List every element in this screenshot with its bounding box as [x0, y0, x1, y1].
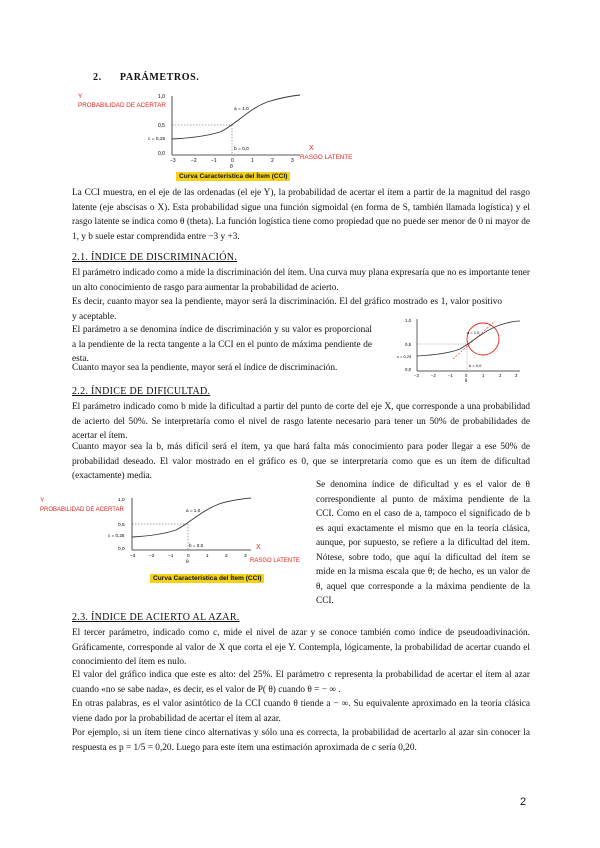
- x-axis-letter: X: [256, 544, 261, 551]
- subsection-title-discriminacion: 2.1. ÍNDICE DE DISCRIMINACIÓN.: [72, 252, 238, 263]
- y-axis-label: PROBABILIDAD DE ACERTAR: [78, 102, 166, 109]
- s21-paragraph-4: Cuanto mayor sea la pendiente, mayor será el índice de discriminación.: [72, 363, 338, 373]
- s21-paragraph-3: El parámetro a se denomina índice de discriminación y su valor es proporcional a la pendiente de la recta tangente a la CCI en el punto de máxima pendiente de esta.: [72, 325, 372, 365]
- b-label: b = 0,0: [234, 147, 249, 152]
- chart-caption-top: Curva Característica del Ítem (CCI): [176, 172, 290, 181]
- theta-tick: θ: [465, 378, 468, 383]
- cci-curve: [172, 95, 300, 139]
- x-tick: −3: [414, 373, 419, 378]
- theta-tick: θ: [186, 560, 189, 565]
- y-tick-mid: 0,5: [158, 123, 165, 129]
- x-axis-letter: X: [309, 145, 314, 152]
- c-label: c = 0,25: [148, 137, 166, 142]
- highlight-circle: [467, 323, 499, 355]
- section-title: PARÁMETROS.: [119, 72, 200, 83]
- x-tick: 0: [231, 158, 234, 164]
- section-number: 2.: [93, 72, 102, 83]
- x-tick: −2: [149, 554, 155, 559]
- y-tick-bottom: 0,0: [405, 367, 412, 372]
- x-tick: 1: [206, 554, 209, 559]
- a-label: a = 1,0: [467, 330, 480, 335]
- y-tick-bottom: 0,0: [118, 547, 125, 552]
- x-tick: −2: [431, 373, 436, 378]
- x-tick: −1: [211, 158, 217, 164]
- s23-paragraph-4: Por ejemplo, si un ítem tiene cinco alternativas y sólo una es correcta, la probabilidad de acertarlo al azar sin conocer la respuesta es p = 1/5 = 0,20. Luego para este ítem una estimación aproximada de c sería 0,20.: [72, 728, 530, 753]
- y-tick-top: 1,0: [405, 318, 412, 323]
- x-tick: −1: [168, 554, 174, 559]
- x-tick: 2: [225, 554, 228, 559]
- x-tick: −3: [170, 158, 176, 164]
- x-tick: 0: [465, 373, 468, 378]
- y-axis-letter: Y: [78, 93, 83, 100]
- x-tick: 3: [291, 158, 294, 164]
- subsection-title-azar: 2.3. ÍNDICE DE ACIERTO AL AZAR.: [72, 612, 240, 623]
- x-tick: 3: [515, 373, 518, 378]
- a-label: a = 1,0: [234, 107, 249, 112]
- s23-paragraph-1: El tercer parámetro, indicado como c, mide el nivel de azar y se conoce también como índice de pseudoadivinación. Gráficamente, corresponde al valor de X que corta el eje Y. Contempla, lógicamente, la probabilidad de acertar cuando el conocimiento del ítem es nulo.: [72, 628, 530, 668]
- s22-paragraph-2: Cuanto mayor sea la b, más difícil será el ítem, ya que hará falta más conocimiento para poder llegar a ese 50% de probabilidad deseado. El valor mostrado en el gráfico es 0, que se interpretaría como que es un ítem de dificultad (exactamente) media.: [72, 442, 530, 482]
- cci-chart-dificultad: [36, 492, 316, 576]
- tangent-line: [453, 321, 495, 359]
- intro-paragraph: La CCI muestra, en el eje de las ordenadas (el eje Y), la probabilidad de acertar el ítem a partir de la magnitud del rasgo latente (eje abscisas o X). Esta probabilidad sigue una función sigmoidal (en forma de S, también llamada logística) y el rasgo latente se indica como θ (theta). La función logística tiene como propiedad que no puede ser menor de 0 ni mayor de 1, y b suele estar comprendida entre −3 y +3.: [72, 188, 530, 242]
- b-label: b = 0,0: [189, 543, 204, 548]
- y-tick-mid: 0,5: [405, 342, 412, 347]
- section-heading: [93, 72, 199, 83]
- subsection-title-dificultad: 2.2. ÍNDICE DE DIFICULTAD.: [72, 386, 211, 397]
- y-tick-top: 1,0: [158, 94, 165, 100]
- x-tick: 3: [244, 554, 247, 559]
- x-tick: 2: [271, 158, 274, 164]
- cci-chart-discriminacion: [395, 315, 525, 383]
- x-tick: −2: [191, 158, 197, 164]
- theta-tick: θ: [230, 164, 233, 170]
- c-label: c = 0,25: [108, 533, 125, 538]
- y-tick-mid: 0,5: [118, 523, 125, 528]
- x-tick: 2: [499, 373, 502, 378]
- x-axis-label: RASGO LATENTE: [250, 558, 300, 564]
- s21-paragraph-1: El parámetro indicado como a mide la discriminación del ítem. Una curva muy plana expresaría que no es importante tener un alto conocimiento de rasgo para aumentar la probabilidad de acierto.: [72, 268, 530, 293]
- page-number: 2: [520, 796, 527, 808]
- x-tick: 0: [187, 554, 190, 559]
- x-tick: 1: [251, 158, 254, 164]
- chart-caption-dificultad: Curva Característica del Ítem (CCI): [150, 574, 264, 583]
- b-label: b = 0,0: [469, 363, 482, 368]
- c-label: c = 0,25: [397, 354, 412, 359]
- x-tick: −3: [130, 554, 136, 559]
- s23-paragraph-2: El valor del gráfico indica que este es alto: del 25%. El parámetro c representa la probabilidad de acertar el ítem al azar cuando «no se sabe nada», es decir, es el valor de P( θ) cuando θ = − ∞ .: [72, 670, 530, 695]
- s21-paragraph-2: Es decir, cuanto mayor sea la pendiente, mayor será la discriminación. El del gráfico mostrado es 1, valor positivo y aceptable.: [72, 297, 502, 322]
- y-tick-top: 1,0: [118, 498, 125, 503]
- y-axis-label: PROBABILIDAD DE ACERTAR: [40, 507, 124, 513]
- x-axis-label: RASGO LATENTE: [300, 154, 353, 161]
- a-label: a = 1,0: [186, 508, 201, 513]
- s22-side-text: Se denomina índice de dificultad y es el valor de θ correspondiente al punto de máxima pendiente de la CCI. Como en el caso de a, tampoco el significado de b es aquí exactamente el mismo que en la teoría clásica, aunque, por supuesto, se refiere a la dificultad del ítem. Nótese, sobre todo, que aquí la dificultad del ítem se mide en la misma escala que θ; de hecho, es un valor de θ, aquel que corresponde a la máxima pendiente de la CCI.: [316, 480, 530, 606]
- y-tick-bottom: 0,0: [158, 151, 165, 157]
- s23-paragraph-3: En otras palabras, es el valor asintótico de la CCI cuando θ tiende a − ∞. Su equivalente aproximado en la teoría clásica viene dado por la probabilidad de acertar el ítem al azar.: [72, 699, 530, 724]
- y-axis-letter: Y: [40, 497, 45, 504]
- x-tick: −1: [448, 373, 453, 378]
- s22-paragraph-1: El parámetro indicado como b mide la dificultad a partir del punto de corte del eje X, que corresponde a una probabilidad de acierto del 50%. Se interpretaría como el nivel de rasgo latente necesario para tener un 50% de probabilidades de acertar el ítem.: [72, 402, 530, 442]
- x-tick: 1: [482, 373, 485, 378]
